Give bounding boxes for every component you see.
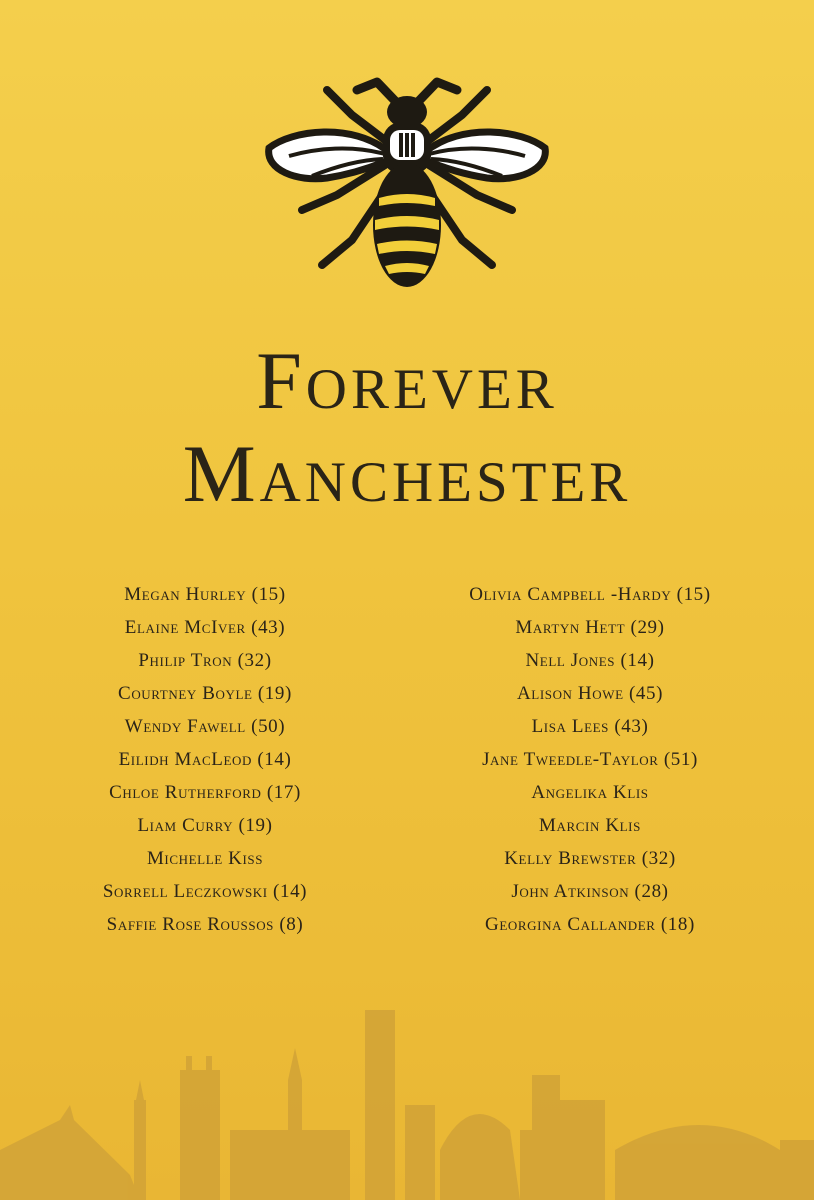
- list-item: Saffie Rose Roussos (8): [106, 914, 304, 935]
- list-item: Wendy Fawell (50): [124, 716, 286, 737]
- page-title-line-2: Manchester: [182, 428, 632, 519]
- manchester-skyline: [0, 1000, 814, 1200]
- list-item: Martyn Hett (29): [515, 617, 665, 638]
- list-item: Eilidh MacLeod (14): [118, 749, 292, 770]
- list-item: Marcin Klis: [539, 815, 641, 836]
- list-item: Michelle Kiss: [146, 848, 264, 869]
- list-item: Georgina Callander (18): [485, 914, 695, 935]
- list-item: Kelly Brewster (32): [504, 848, 676, 869]
- list-item: Elaine McIver (43): [124, 617, 286, 638]
- list-item: Olivia Campbell -Hardy (15): [469, 584, 711, 605]
- list-item: Megan Hurley (15): [124, 584, 286, 605]
- list-item: Alison Howe (45): [516, 683, 664, 704]
- list-item: Philip Tron (32): [138, 650, 272, 671]
- list-item: John Atkinson (28): [511, 881, 669, 902]
- list-item: Jane Tweedle-Taylor (51): [482, 749, 698, 770]
- list-item: Nell Jones (14): [525, 650, 655, 671]
- list-item: Chloe Rutherford (17): [109, 782, 301, 803]
- list-item: Liam Curry (19): [137, 815, 273, 836]
- list-item: Lisa Lees (43): [531, 716, 649, 737]
- list-item: Courtney Boyle (19): [118, 683, 292, 704]
- page-title-line-1: Forever: [256, 335, 558, 426]
- list-item: Sorrell Leczkowski (14): [102, 881, 308, 902]
- names-column-left: [5, 578, 405, 941]
- names-column-right: [390, 578, 790, 941]
- worker-bee-icon: [257, 60, 557, 295]
- list-item: Angelika Klis: [531, 782, 649, 803]
